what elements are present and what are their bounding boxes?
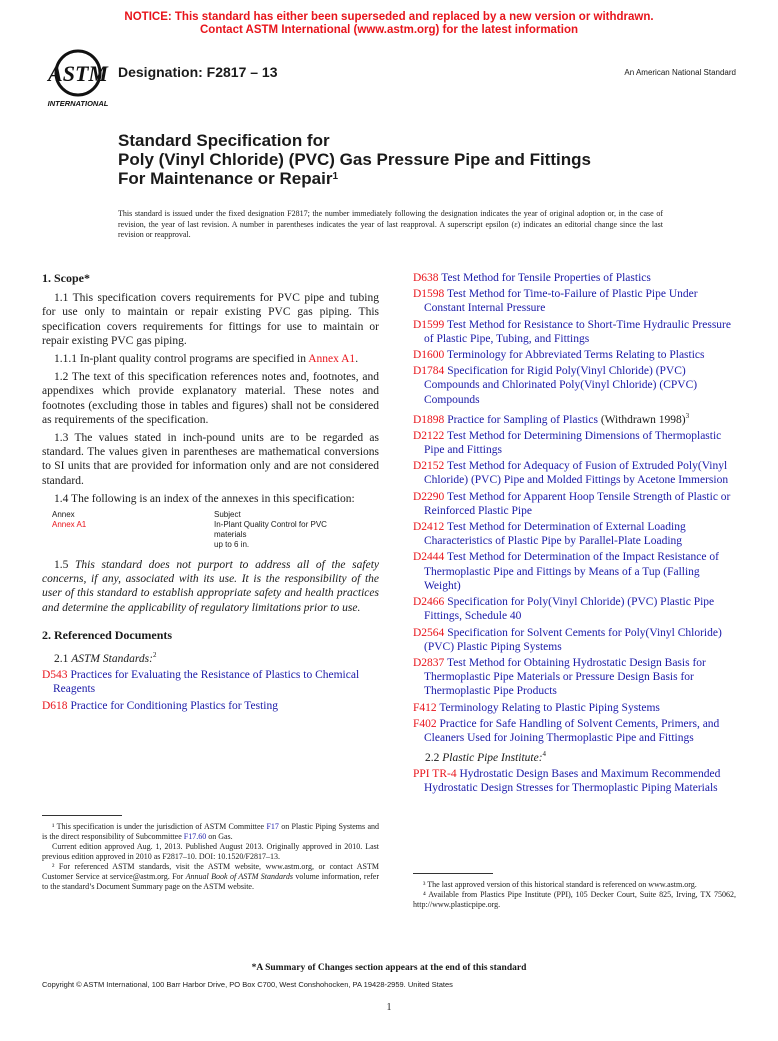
footnotes-right: [413, 880, 736, 910]
footnote-2-book: Annual Book of ASTM Standards: [185, 872, 293, 881]
ref-code[interactable]: D1598: [413, 288, 445, 301]
para-1-2: 1.2 The text of this specification references notes and, footnotes, and appendixes which provide explanatory material. These notes and footnotes (excluding those in tables and figures) shall not be considered as requirements of the specification.: [42, 371, 379, 426]
ref-item[interactable]: [413, 701, 736, 715]
footnote-1-text-3: on Gas.: [206, 832, 233, 841]
ref-item[interactable]: [413, 271, 736, 285]
ref-item[interactable]: [42, 668, 379, 696]
index-header-subject: Subject: [214, 510, 241, 520]
annex-a1-link[interactable]: Annex A1: [308, 353, 356, 366]
para-1-5-number: 1.5: [54, 559, 76, 572]
astm-standards-number: 2.1: [54, 652, 72, 665]
para-1-5-text: This standard does not purport to address all of the safety concerns, if any, associated with its use. It is the responsibility of the user of this standard to establish appropriate safety and health practices and determine the applicability of regulatory limitations prior to use.: [42, 559, 379, 614]
ref-code[interactable]: D1600: [413, 349, 445, 362]
astm-standards-subheading: [42, 648, 379, 666]
ref-item[interactable]: [413, 429, 736, 457]
ref-code[interactable]: F402: [413, 717, 437, 730]
ref-item[interactable]: [413, 550, 736, 593]
ref-code[interactable]: D2837: [413, 656, 445, 669]
page-number: 1: [386, 1002, 392, 1013]
para-1-5: [42, 558, 379, 615]
ref-item[interactable]: [413, 626, 736, 654]
ref-item[interactable]: [413, 459, 736, 487]
notice-line-1: NOTICE: This standard has either been superseded and replaced by a new version or withdrawn.: [124, 11, 654, 23]
ref-title[interactable]: Specification for Solvent Cements for Poly(Vinyl Chloride) (PVC) Plastic Piping Systems: [424, 626, 722, 653]
ref-code[interactable]: D2412: [413, 521, 445, 534]
footnote-rule-right: [413, 873, 493, 874]
title-line-3: For Maintenance or Repair: [118, 169, 333, 188]
ref-title[interactable]: Terminology for Abbreviated Terms Relating to Plastics: [446, 349, 705, 362]
footnote-3: ³ The last approved version of this historical standard is referenced on www.astm.org.: [423, 880, 697, 889]
ref-item[interactable]: [42, 699, 379, 713]
astm-standards-label: ASTM Standards:: [71, 652, 153, 665]
ref-title[interactable]: Specification for Poly(Vinyl Chloride) (PVC) Plastic Pipe Fittings, Schedule 40: [424, 596, 715, 623]
ref-title[interactable]: Test Method for Obtaining Hydrostatic Design Basis for Thermoplastic Pipe Materials or Pressure Design Basis for Thermoplastic Pipe Products: [424, 656, 706, 698]
para-1-3: 1.3 The values stated in inch-pound units are to be regarded as standard. The values given in parentheses are mathematical conversions to SI units that are provided for information only and are not considered standard.: [42, 432, 379, 487]
ref-item[interactable]: [413, 364, 736, 407]
ref-code[interactable]: D2152: [413, 460, 445, 473]
footnote-1-edition: Current edition approved Aug. 1, 2013. Published August 2013. Originally approved in 2010. Last previous edition approved in 2010 as F2817–10. DOI: 10.1520/F2817–13.: [42, 842, 379, 861]
committee-f17-link[interactable]: F17: [266, 822, 279, 831]
ref-code[interactable]: F412: [413, 701, 437, 714]
ref-item[interactable]: [413, 520, 736, 548]
ref-item[interactable]: [413, 348, 736, 362]
ref-title[interactable]: Test Method for Resistance to Short-Time Hydraulic Pressure of Plastic Pipe, Tubing, and Fittings: [424, 318, 731, 345]
ref-title[interactable]: Test Method for Determination of the Impact Resistance of Thermoplastic Pipe and Fittings by Means of a Tup (Falling Weight): [424, 551, 719, 592]
index-subject-line-3: up to 6 in.: [214, 540, 250, 550]
footnote-2: [42, 862, 379, 892]
footnote-1: [42, 822, 379, 842]
footnote-1-text-2: on Plastic Piping Systems and is the direct responsibility of Subcommittee: [42, 822, 379, 841]
ref-item[interactable]: [413, 595, 736, 623]
ppi-number: 2.2: [425, 751, 443, 764]
footnote-1-text: ¹ This specification is under the jurisdiction of ASTM Committee: [52, 822, 267, 831]
ref-title[interactable]: Practice for Sampling of Plastics: [447, 413, 598, 426]
ref-item[interactable]: [413, 490, 736, 518]
footnote-rule-left: [42, 815, 122, 816]
ref-code[interactable]: D2466: [413, 596, 445, 609]
ref-code[interactable]: D543: [42, 669, 68, 682]
ppi-label: Plastic Pipe Institute:: [442, 751, 543, 764]
para-1-4: 1.4 The following is an index of the annexes in this specification:: [54, 492, 355, 505]
logo-text: ASTM: [48, 61, 108, 86]
scope-heading: 1. Scope*: [42, 271, 90, 285]
ref-title[interactable]: Test Method for Determination of External Loading Characteristics of Plastic Pipe by Parallel-Plate Loading: [424, 521, 686, 548]
document-title: [118, 131, 678, 188]
ref-title[interactable]: Test Method for Time-to-Failure of Plastic Pipe Under Constant Internal Pressure: [424, 288, 698, 315]
ref-list-left: [42, 668, 379, 713]
notice-line-2: Contact ASTM International (www.astm.org) for the latest information: [199, 24, 579, 36]
ref-code[interactable]: PPI TR-4: [413, 768, 457, 781]
footnote-2-text: ² For referenced ASTM standards, visit the ASTM website, www.astm.org, or contact ASTM Customer Service at service@astm.org. For: [42, 862, 379, 881]
ref-code[interactable]: D2290: [413, 490, 445, 503]
footnotes-left: [42, 822, 379, 892]
ref-code[interactable]: D638: [413, 272, 439, 284]
ppi-subheading: [413, 747, 736, 765]
ref-withdrawn-note: (Withdrawn 1998): [597, 413, 686, 426]
ref-item[interactable]: [413, 717, 736, 745]
astm-logo-icon: [44, 48, 112, 108]
ref-item[interactable]: [413, 409, 736, 427]
ref-code[interactable]: D1898: [413, 413, 445, 426]
ref-item-ppi[interactable]: [413, 767, 736, 795]
ref-title[interactable]: Test Method for Tensile Properties of Plastics: [441, 272, 651, 284]
american-national-standard: An American National Standard: [624, 68, 736, 77]
para-1-1: 1.1 This specification covers requirements for PVC pipe and tubing for use only to maintain or repair existing PVC gas piping. This specification covers requirements for fittings for use to maintain or repair existing PVC gas piping.: [42, 292, 379, 347]
subcommittee-f17-60-link[interactable]: F17.60: [183, 832, 207, 841]
ref-title[interactable]: Test Method for Determining Dimensions of Thermoplastic Pipe and Fittings: [424, 429, 722, 457]
ref-item[interactable]: [413, 656, 736, 699]
index-annex-a1-link[interactable]: Annex A1: [52, 520, 87, 530]
index-subject-line-1: In-Plant Quality Control for PVC: [214, 520, 327, 530]
para-1-1-1-text: 1.1.1 In-plant quality control programs are specified in: [54, 353, 309, 366]
ref-code[interactable]: D2444: [413, 551, 445, 564]
title-line-2: Poly (Vinyl Chloride) (PVC) Gas Pressure Pipe and Fittings: [118, 150, 591, 169]
summary-of-changes-note: *A Summary of Changes section appears at the end of this standard: [251, 963, 527, 973]
ref-title[interactable]: Hydrostatic Design Bases and Maximum Recommended Hydrostatic Design Stresses for Thermoplastic Piping Materials: [424, 768, 721, 795]
right-column: [413, 271, 736, 798]
ppi-footnote-mark: 4: [542, 750, 547, 759]
issued-statement: This standard is issued under the fixed designation F2817; the number immediately following the designation indicates the year of original adoption or, in the case of revision, the year of last revision. A number in parentheses indicates the year of last reapproval. A superscript epsilon (ε) indicates an editorial change since the last revision or reapproval.: [118, 209, 663, 239]
footnote-2-text-2: volume information, refer to the standard’s Document Summary page on the ASTM website.: [42, 872, 380, 891]
ref-title[interactable]: Practice for Conditioning Plastics for Testing: [70, 699, 278, 712]
astm-standards-footnote-mark: 2: [152, 651, 157, 660]
ref-list-right: [413, 271, 736, 745]
index-subject-line-2: materials: [214, 530, 247, 540]
ref-code[interactable]: D2564: [413, 626, 445, 639]
ref-title[interactable]: Practice for Safe Handling of Solvent Cements, Primers, and Cleaners Used for Joining Thermoplastic Pipe and Fittings: [424, 717, 720, 744]
title-footnote-mark: 1: [332, 171, 338, 182]
footnote-4: ⁴ Available from Plastics Pipe Institute (PPI), 105 Decker Court, Suite 825, Irving, TX 75062, http://www.plasticpipe.org.: [413, 890, 736, 909]
ref-code[interactable]: D1784: [413, 365, 445, 378]
ref-footnote-mark: 3: [685, 411, 690, 420]
annex-index-table: [52, 510, 379, 550]
ref-title[interactable]: Test Method for Adequacy of Fusion of Extruded Poly(Vinyl Chloride) (PVC) Pipe and Molded Fittings by Acetone Immersion: [424, 460, 729, 487]
ref-title[interactable]: Terminology Relating to Plastic Piping Systems: [439, 701, 660, 714]
ref-code[interactable]: D1599: [413, 318, 445, 331]
index-header-annex: Annex: [52, 510, 75, 520]
para-1-1-1-end: .: [355, 353, 359, 366]
withdrawn-notice: [0, 11, 778, 37]
ref-title[interactable]: Test Method for Apparent Hoop Tensile Strength of Plastic or Reinforced Plastic Pipe: [424, 490, 731, 517]
designation: Designation: F2817 – 13: [118, 64, 278, 80]
ref-item[interactable]: [413, 287, 736, 315]
title-line-1: Standard Specification for: [118, 131, 330, 150]
ref-title[interactable]: Specification for Rigid Poly(Vinyl Chloride) (PVC) Compounds and Chlorinated Poly(Vinyl Chloride) (CPVC) Compounds: [424, 365, 698, 406]
para-1-1-1: [42, 352, 379, 366]
ref-code[interactable]: D618: [42, 699, 68, 712]
left-column: [42, 271, 379, 715]
copyright-line: Copyright © ASTM International, 100 Barr Harbor Drive, PO Box C700, West Conshohocken, PA 19428-2959. United States: [42, 980, 453, 989]
logo-subtext: INTERNATIONAL: [47, 99, 109, 108]
referenced-documents-heading: 2. Referenced Documents: [42, 627, 173, 642]
ref-code[interactable]: D2122: [413, 429, 445, 442]
ref-item[interactable]: [413, 318, 736, 346]
ref-title[interactable]: Practices for Evaluating the Resistance of Plastics to Chemical Reagents: [53, 669, 360, 696]
